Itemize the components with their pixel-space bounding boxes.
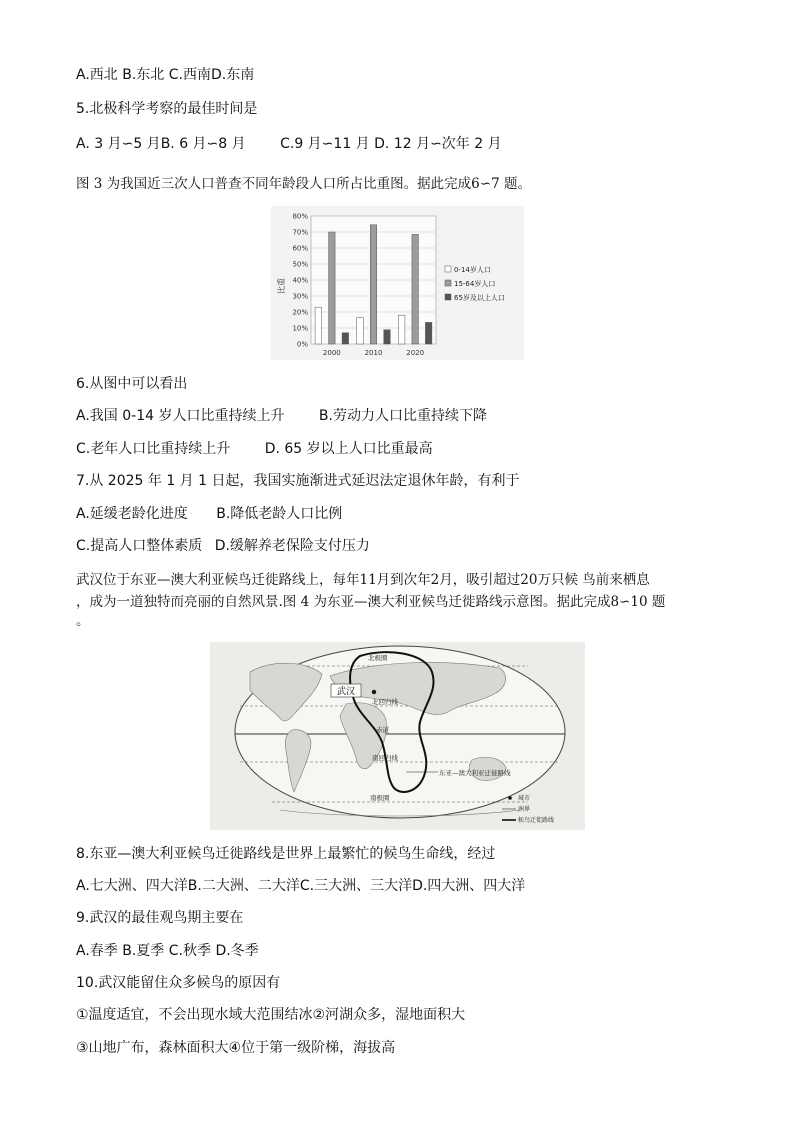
legend-swatch	[445, 280, 451, 286]
q8-option-a: A.七大洲、四大洋	[76, 878, 188, 894]
q9-option-c: C.秋季	[168, 943, 211, 959]
q9-options	[76, 942, 259, 960]
y-tick-label: 10%	[292, 324, 308, 333]
bar-2020-series-3	[425, 322, 432, 344]
population-chart-svg	[271, 206, 524, 360]
q7-option-d: D.缓解养老保险支付压力	[214, 538, 370, 554]
y-tick-label: 40%	[292, 276, 308, 285]
q7-option-c: C.提高人口整体素质	[76, 538, 203, 554]
bar-2000-series-3	[342, 333, 349, 344]
q6-option-c: C.老年人口比重持续上升	[76, 441, 231, 457]
tropic-north-label: 北回归线	[372, 698, 398, 706]
q5-option-a: A. 3 月∽5 月	[76, 136, 161, 152]
q8-options	[76, 877, 525, 895]
y-tick-label: 80%	[292, 212, 308, 221]
equator-label: 赤道	[376, 726, 389, 734]
q5-stem: 5.北极科学考察的最佳时间是	[76, 101, 258, 117]
migration-map	[210, 642, 585, 830]
arctic-circle-label: 北极圈	[368, 654, 388, 662]
q5-option-b: B. 6 月∽8 月	[160, 136, 246, 152]
population-chart	[271, 206, 524, 360]
q9-option-b: B.夏季	[122, 943, 165, 959]
migration-map-svg	[210, 642, 585, 830]
bar-2010-series-1	[357, 318, 364, 344]
q4-option-a: A.西北	[76, 67, 118, 83]
q6-option-b: B.劳动力人口比重持续下降	[318, 408, 487, 424]
q4-option-b: B.东北	[122, 67, 165, 83]
intro-figure4-line2: ，成为一道独特而亮丽的自然风景.图 4 为东亚—澳大利亚候鸟迁徙路线示意图。据此完成8∽10 题	[76, 594, 666, 610]
y-axis-label: 比重	[277, 278, 286, 294]
legend-route-label: 候鸟迁徙路线	[518, 817, 555, 824]
legend-swatch	[445, 294, 451, 300]
bar-2020-series-2	[412, 234, 419, 344]
legend-swatch	[445, 266, 451, 272]
q8-stem: 8.东亚—澳大利亚候鸟迁徙路线是世界上最繁忙的候鸟生命线，经过	[76, 846, 496, 862]
y-tick-label: 60%	[292, 244, 308, 253]
q9-stem: 9.武汉的最佳观鸟期主要在	[76, 910, 244, 926]
q8-option-b: B.二大洲、二大洋	[187, 878, 300, 894]
y-tick-label: 30%	[292, 292, 308, 301]
bar-2000-series-2	[329, 232, 335, 344]
wuhan-city-dot	[372, 690, 376, 694]
q10-choices-line2: ③山地广布，森林面积大④位于第一级阶梯，海拔高	[76, 1040, 396, 1056]
q7-option-a: A.延缓老龄化进度	[76, 506, 188, 522]
q5-options	[76, 135, 502, 153]
q6-options-row1	[76, 407, 487, 425]
bar-2010-series-3	[384, 330, 391, 344]
x-tick-label: 2000	[322, 349, 341, 357]
intro-figure4-line1: 武汉位于东亚—澳大利亚候鸟迁徙路线上，每年11月到次年2月，吸引超过20万只候 鸟前来栖息	[76, 572, 650, 588]
legend-boundary-label: 洲界	[518, 806, 531, 813]
legend-label: 15-64岁人口	[454, 280, 496, 288]
antarctic-circle-label: 南极圈	[370, 794, 390, 802]
q4-option-d: D.东南	[210, 67, 255, 83]
bar-2000-series-1	[315, 307, 322, 344]
q6-options-row2	[76, 440, 433, 458]
q7-stem: 7.从 2025 年 1 月 1 日起，我国实施渐进式延迟法定退休年龄，有利于	[76, 473, 520, 489]
q9-option-d: D.冬季	[215, 943, 259, 959]
q8-option-c: C.三大洲、三大洋	[299, 878, 413, 894]
y-tick-label: 20%	[292, 308, 308, 317]
bar-2020-series-1	[398, 315, 405, 344]
intro-figure4-line3: 。	[76, 613, 90, 629]
y-tick-label: 0%	[296, 340, 308, 349]
x-tick-label: 2020	[406, 349, 425, 357]
tropic-south-label: 南回归线	[372, 754, 398, 762]
q6-stem: 6.从图中可以看出	[76, 376, 188, 392]
q6-option-d: D. 65 岁以上人口比重最高	[264, 441, 433, 457]
y-tick-label: 50%	[292, 260, 308, 269]
legend-city-label: 城市	[518, 795, 531, 802]
q5-option-c: C.9 月∽11 月	[280, 136, 370, 152]
legend-city-symbol	[508, 796, 512, 800]
q7-option-b: B.降低老龄人口比例	[216, 506, 343, 522]
legend-label: 65岁及以上人口	[454, 294, 505, 302]
q8-option-d: D.四大洲、四大洋	[412, 878, 526, 894]
q5-option-d: D. 12 月∽次年 2 月	[374, 136, 502, 152]
wuhan-label: 武汉	[336, 687, 356, 697]
q7-options-row1	[76, 505, 342, 523]
q4-option-c: C.西南	[168, 67, 211, 83]
q6-option-a: A.我国 0-14 岁人口比重持续上升	[76, 408, 285, 424]
legend-label: 0-14岁人口	[454, 266, 491, 274]
bar-2010-series-2	[370, 225, 377, 344]
q9-option-a: A.春季	[76, 943, 118, 959]
x-tick-label: 2010	[364, 349, 383, 357]
route-label: 东亚—澳大利亚迁徙路线	[439, 769, 511, 777]
q7-options-row2	[76, 537, 370, 555]
q4-options	[76, 66, 254, 84]
intro-figure3: 图 3 为我国近三次人口普查不同年龄段人口所占比重图。据此完成6∽7 题。	[76, 176, 531, 192]
q10-stem: 10.武汉能留住众多候鸟的原因有	[76, 975, 281, 991]
y-tick-label: 70%	[292, 228, 308, 237]
q10-choices-line1: ①温度适宜，不会出现水域大范围结冰②河湖众多，湿地面积大	[76, 1007, 466, 1023]
